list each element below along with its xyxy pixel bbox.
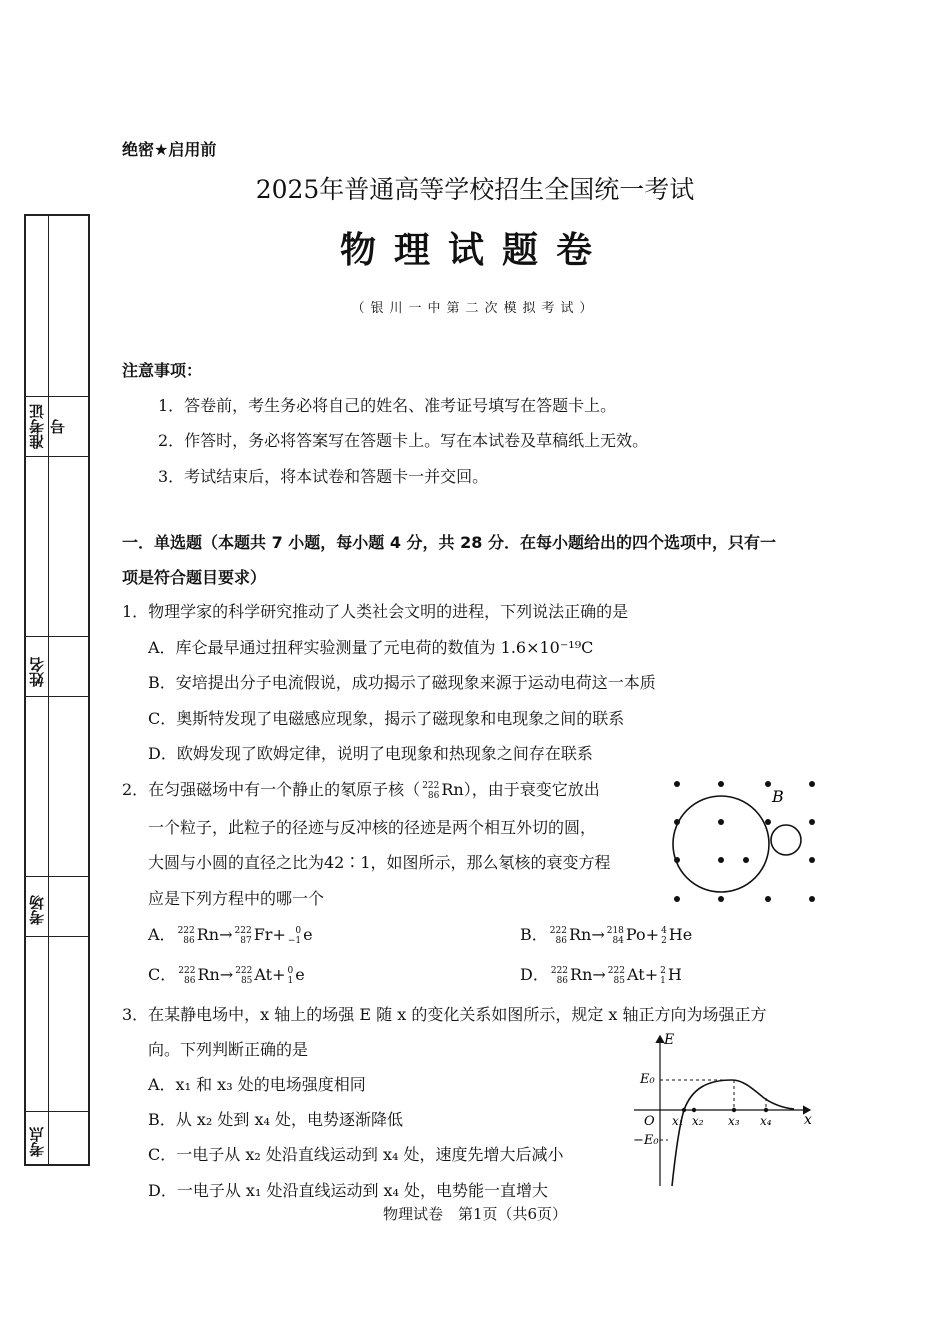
- q3-stem: 3．在某静电场中，x 轴上的场强 E 随 x 的变化关系如图所示，规定 x 轴正方向为场强正方: [122, 1005, 767, 1024]
- atomic-number: 86: [556, 975, 569, 986]
- arrow: →: [219, 925, 233, 944]
- notice-item: 2．作答时，务必将答案写在答题卡上。写在本试卷及草稿纸上无效。: [158, 431, 649, 450]
- confidential-mark: 绝密★启用前: [122, 140, 217, 159]
- binding-strip: [24, 214, 90, 1166]
- atomic-number: 86: [427, 790, 440, 801]
- element-symbol: Po: [625, 925, 646, 944]
- field-dot: [765, 781, 771, 787]
- field-dot: [674, 781, 680, 787]
- field-dot: [765, 896, 771, 902]
- atomic-number: 2: [661, 935, 667, 946]
- q2-stem: [122, 777, 600, 801]
- atomic-number: 86: [183, 975, 196, 986]
- q3-option-d: D．一电子从 x₁ 处沿直线运动到 x₄ 处，电势能一直增大: [148, 1181, 549, 1200]
- x1-point: [682, 1108, 686, 1112]
- atomic-number: 86: [555, 935, 567, 946]
- notice-item: 1．答卷前，考生务必将自己的姓名、准考证号填写在答题卡上。: [158, 396, 617, 415]
- strip-label-exam-room: 考场: [28, 895, 46, 925]
- strip-divider: [26, 876, 88, 877]
- q2-option-b: [520, 922, 692, 946]
- y-axis-label: E: [664, 1032, 675, 1048]
- isotope-numbers: [422, 781, 439, 801]
- large-track-circle: [673, 796, 769, 892]
- atomic-number: 85: [613, 975, 625, 986]
- section-heading-cont: 项是符合题目要求）: [122, 568, 267, 587]
- strip-divider: [26, 456, 88, 457]
- x4-label: x₄: [760, 1114, 772, 1128]
- mass-number: 222: [607, 965, 625, 976]
- q3-stem-cont: 向。下列判断正确的是: [148, 1040, 309, 1059]
- q2-option-a: [148, 922, 313, 946]
- particle-symbol: He: [668, 925, 693, 944]
- strip-divider: [26, 396, 88, 397]
- strip-divider: [26, 636, 88, 637]
- atomic-number: 1: [660, 975, 666, 986]
- strip-label-name: 姓名: [28, 657, 46, 687]
- plus: +: [272, 965, 286, 984]
- q1-option-c: C．奥斯特发现了电磁感应现象，揭示了磁现象和电现象之间的联系: [148, 709, 625, 728]
- x-axis-label: x: [804, 1112, 812, 1128]
- atomic-number: 84: [612, 935, 624, 946]
- plus: +: [272, 925, 286, 944]
- q2-stem-post: ），由于衰变它放出: [463, 780, 600, 799]
- field-dot: [809, 781, 815, 787]
- element-symbol: Rn: [196, 925, 220, 944]
- subject-title: 物理试题卷: [339, 230, 610, 271]
- x4-point: [764, 1108, 768, 1112]
- atomic-number: −1: [287, 935, 302, 946]
- small-track-circle: [771, 825, 801, 855]
- field-label: B: [772, 787, 784, 806]
- radon-nucleus: [420, 780, 464, 801]
- field-dot: [809, 896, 815, 902]
- plus: +: [645, 925, 660, 944]
- strip-column-line: [48, 216, 49, 1164]
- page-footer: 物理试卷 第1页（共6页）: [382, 1205, 568, 1223]
- strip-label-ticket-number: 准考证号: [28, 404, 67, 450]
- element-symbol: Rn: [441, 780, 464, 799]
- q2-option-d: [520, 962, 682, 986]
- particle-symbol: e: [295, 965, 305, 984]
- mass-number: 2: [660, 965, 666, 976]
- q2-line: 大圆与小圆的直径之比为42∶1，如图所示，那么氡核的衰变方程: [148, 853, 611, 872]
- field-dot: [765, 819, 771, 825]
- q2-option-c: [148, 962, 305, 986]
- q3-field-graph: [628, 1028, 818, 1188]
- origin-label: O: [644, 1114, 655, 1129]
- particle-symbol: e: [303, 925, 313, 944]
- q3-option-b: B．从 x₂ 处到 x₄ 处，电势逐渐降低: [148, 1110, 403, 1129]
- notice-item: 3．考试结束后，将本试卷和答题卡一并交回。: [158, 467, 489, 486]
- atomic-number: 85: [240, 975, 253, 986]
- q2-line: 一个粒子，此粒子的径迹与反冲核的径迹是两个相互外切的圆，: [148, 818, 597, 837]
- mass-number: 222: [422, 780, 440, 791]
- field-dot: [718, 781, 724, 787]
- strip-divider: [26, 696, 88, 697]
- x3-point: [732, 1108, 736, 1112]
- x1-label: x₁: [672, 1114, 684, 1128]
- field-dot: [718, 857, 724, 863]
- element-symbol: Fr: [253, 925, 273, 944]
- atomic-number: 87: [240, 935, 252, 946]
- e0-label: E₀: [640, 1072, 655, 1087]
- mass-number: 222: [178, 965, 196, 976]
- q1-option-a: A．库仑最早通过扭秤实验测量了元电荷的数值为 1.6×10⁻¹⁹C: [148, 638, 594, 657]
- field-curve: [672, 1080, 794, 1186]
- q2-magnetic-field-figure: [660, 772, 830, 912]
- mass-number: 222: [550, 965, 569, 976]
- mass-number: 218: [606, 925, 624, 936]
- section-heading: 一．单选题（本题共 7 小题，每小题 4 分，共 28 分．在每小题给出的四个选项中，只有一: [122, 533, 776, 552]
- strip-label-exam-site: 考点: [28, 1127, 46, 1157]
- element-symbol: Rn: [570, 965, 593, 984]
- strip-divider: [26, 1111, 88, 1112]
- element-symbol: Rn: [568, 925, 592, 944]
- particle-symbol: H: [667, 965, 682, 984]
- q2-stem-pre: 2．在匀强磁场中有一个静止的氡原子核（: [122, 780, 421, 799]
- q3-option-c: C．一电子从 x₂ 处沿直线运动到 x₄ 处，速度先增大后减小: [148, 1145, 564, 1164]
- mass-number: 222: [235, 965, 253, 976]
- option-label: A．: [148, 925, 176, 944]
- x2-point: [692, 1108, 696, 1112]
- field-dot: [743, 857, 749, 863]
- exam-subtitle: （银川一中第二次模拟考试）: [351, 301, 599, 316]
- field-dot: [809, 819, 815, 825]
- field-dot: [674, 896, 680, 902]
- element-symbol: At: [254, 965, 273, 984]
- mass-number: 0: [295, 925, 302, 936]
- q1-stem: 1．物理学家的科学研究推动了人类社会文明的进程，下列说法正确的是: [122, 602, 629, 621]
- exam-title: 2025年普通高等学校招生全国统一考试: [255, 175, 695, 204]
- neg-e0-label: −E₀: [633, 1133, 659, 1148]
- mass-number: 222: [234, 925, 252, 936]
- arrow: →: [592, 965, 606, 984]
- arrow: →: [591, 925, 605, 944]
- mass-number: 222: [177, 925, 195, 936]
- q2-line: 应是下列方程中的哪一个: [148, 889, 325, 908]
- field-dot: [809, 857, 815, 863]
- mass-number: 0: [287, 965, 294, 976]
- atomic-number: 1: [287, 975, 294, 986]
- element-symbol: At: [626, 965, 645, 984]
- mass-number: 222: [549, 925, 567, 936]
- notice-heading: 注意事项：: [122, 361, 203, 380]
- arrow: →: [219, 965, 234, 984]
- x2-label: x₂: [692, 1114, 704, 1128]
- option-label: B．: [520, 925, 548, 944]
- plus: +: [644, 965, 659, 984]
- strip-divider: [26, 936, 88, 937]
- field-dot: [718, 819, 724, 825]
- q1-option-d: D．欧姆发现了欧姆定律，说明了电现象和热现象之间存在联系: [148, 744, 593, 763]
- field-dot: [718, 896, 724, 902]
- mass-number: 4: [661, 925, 667, 936]
- x3-label: x₃: [728, 1114, 740, 1128]
- option-label: D．: [520, 965, 549, 984]
- atomic-number: 86: [183, 935, 195, 946]
- element-symbol: Rn: [197, 965, 220, 984]
- option-label: C．: [148, 965, 177, 984]
- q3-option-a: A．x₁ 和 x₃ 处的电场强度相同: [148, 1075, 366, 1094]
- q1-option-b: B．安培提出分子电流假说，成功揭示了磁现象来源于运动电荷这一本质: [148, 673, 656, 692]
